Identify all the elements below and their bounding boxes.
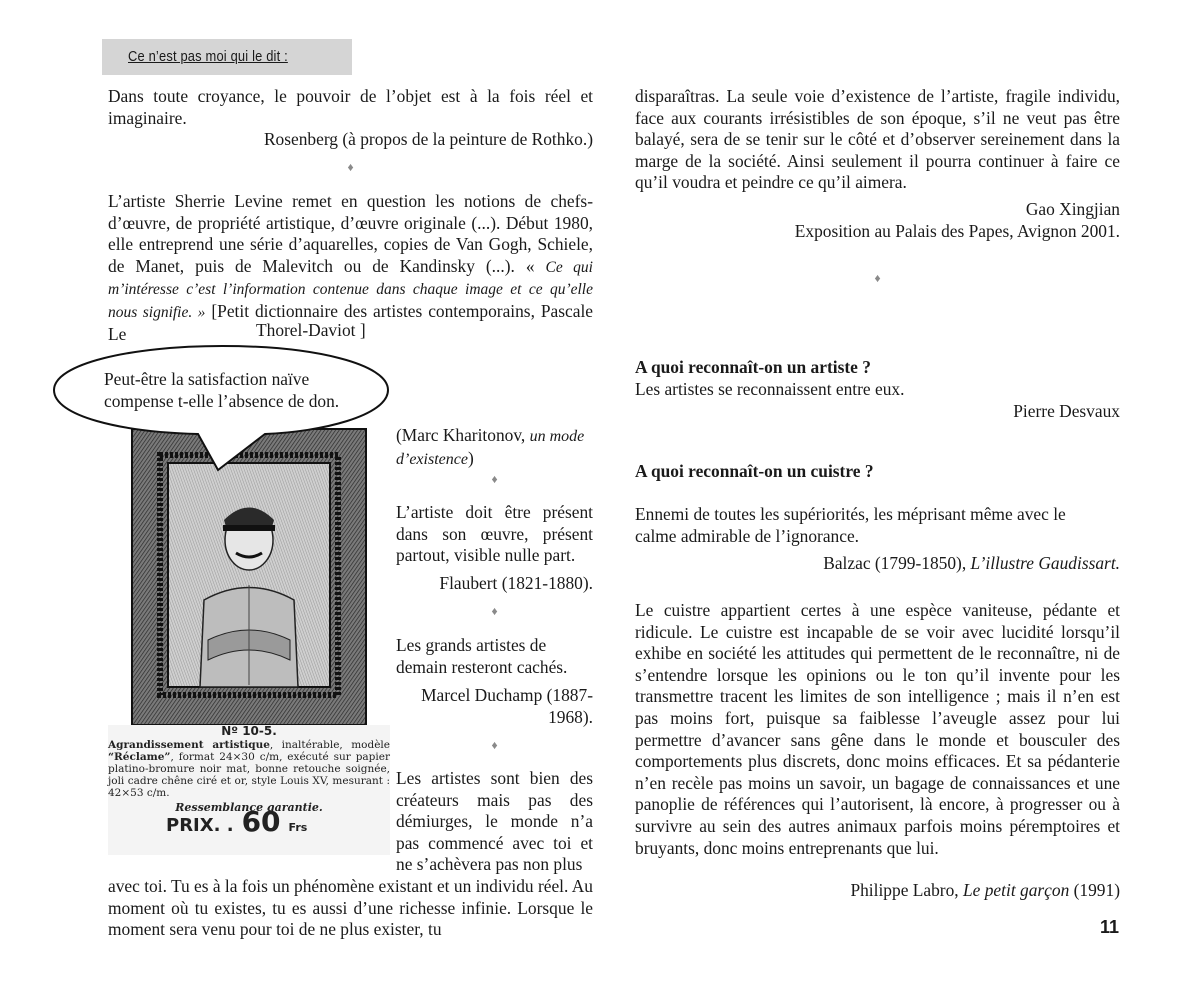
separator-diamond: ♦ [491, 738, 498, 752]
page-number: 11 [1100, 917, 1120, 937]
heading-cuistre: A quoi reconnaît-on un cuistre ? [635, 461, 874, 481]
ad-price-label: PRIX. . [166, 815, 234, 836]
quote-levine-source: [Petit dictionnaire des artistes contemporains, Pascale Le [108, 300, 593, 344]
ad-resemblance: Ressemblance garantie. [175, 801, 323, 814]
kharitonov-open: (Marc Kharitonov, [396, 425, 526, 445]
quote-gao-part1: Les artistes sont bien des créateurs mais pas des démiurges, le monde n’a pas commencé avec toi et ne s’achèvera pas non plus [396, 768, 593, 875]
section-header-title: Ce n’est pas moi qui le dit : [128, 48, 288, 65]
quote-levine-text: L’artiste Sherrie Levine remet en question les notions de chefs-d’œuvre, de propriété artistique, d’œuvre originale (...). Début 1980, elle entreprend une série d’aquarelles, copies de Van Gogh, Schiele, de Manet, puis de Malevitch ou de Kandinsky (...). « [108, 191, 593, 276]
answer-cuistre: Ennemi de toutes les supériorités, les méprisant même avec le calme admirable de l’ignorance. [635, 504, 1066, 546]
quote-kharitonov [396, 425, 593, 470]
speech-bubble-text: Peut-être la satisfaction naïve compense t-elle l’absence de don. [104, 369, 340, 411]
quote-duchamp: Les grands artistes de demain resteront cachés. [396, 635, 568, 677]
separator-diamond: ♦ [347, 160, 354, 174]
separator-diamond: ♦ [874, 271, 881, 285]
ad-price-value: 60 [241, 805, 281, 838]
balzac-work: L’illustre Gaudissart. [970, 553, 1120, 573]
answer-artiste: Les artistes se reconnaissent entre eux. [635, 379, 905, 399]
author-gao-reference: Exposition au Palais des Papes, Avignon 2001. [794, 221, 1120, 241]
ad-title-rest: , inaltérable, modèle [269, 739, 390, 751]
ad-reclame: “Réclame” [108, 751, 171, 763]
ad-number: Nº 10-5. [221, 724, 277, 738]
author-desvaux: Pierre Desvaux [1013, 401, 1120, 421]
quote-levine-italic: Ce qui m’intéresse c’est l’information contenue dans chaque image et ce qu’elle nous signifie. » [108, 258, 593, 321]
quote-flaubert: L’artiste doit être présent dans son œuvre, présent partout, visible nulle part. [396, 502, 593, 566]
quote-gao-part2: avec toi. Tu es à la fois un phénomène existant et un individu réel. Au moment où tu existes, tu es aussi d’une richesse infinie. Lorsque le moment sera venu pour toi de ne plus exister, tu [108, 876, 593, 940]
kharitonov-close: ) [467, 447, 474, 468]
quote-levine-source-tail: Thorel-Daviot ] [256, 320, 366, 340]
separator-diamond: ♦ [491, 604, 498, 618]
ad-title: Agrandissement artistique [108, 739, 270, 751]
ad-price-unit: Frs [288, 821, 308, 834]
author-labro [635, 880, 1120, 902]
paragraph-cuistre: Le cuistre appartient certes à une espèce vaniteuse, pédante et ridicule. Le cuistre est incapable de se voir avec lucidité lorsqu’il exhibe en société les attitudes qui permettent de le reconnaître, ni de s’entendre lorsque les opinions ou le ton qu’il invente pour les transmettre tracent les limites de son intelligence ; mais il n’en est pas moins fort, puisque sa faiblesse l’aveugle assez pour lui permettre d’avancer sans gêne dans le monde et bousculer des comportements plus discrets, donc moins efficaces. Et sa pédanterie n’en recèle pas moins un savoir, un bagage de connaissances et une panoplie de références qui l’autorisent, là encore, à progresser ou à survivre au sein des autres animaux parfois moins péremptoires et bruyants, donc moins entreprenants que lui. [635, 600, 1120, 858]
author-balzac [635, 553, 1120, 575]
labro-name: Philippe Labro, [850, 880, 959, 900]
quote-rosenberg: Dans toute croyance, le pouvoir de l’objet est à la fois réel et imaginaire. [108, 86, 593, 128]
separator-diamond: ♦ [491, 472, 498, 486]
labro-work: Le petit garçon [963, 880, 1070, 900]
kharitonov-title: un mode d’existence [396, 428, 585, 468]
quote-gao-continued: disparaîtras. La seule voie d’existence de l’artiste, fragile individu, face aux courants irrésistibles de son époque, s’il ne veut pas être balayé, sera de se tenir sur le côté et d’observer sereinement dans la marge de la société. Ainsi seulement il pourra continuer à faire ce qu’il voudra et peindre ce qu’il aimera. [635, 86, 1120, 193]
ad-body: , format 24×30 c/m, exécuté sur papier platino-bromure noir mat, bonne retouche soignée, joli cadre chêne ciré et or, style Louis XV, mesurant : 42×53 c/m. [108, 751, 390, 799]
advertisement-caption [108, 724, 390, 838]
author-gao: Gao Xingjian [1025, 199, 1120, 219]
heading-artiste: A quoi reconnaît-on un artiste ? [635, 357, 871, 377]
quote-author-flaubert: Flaubert (1821-1880). [439, 573, 593, 593]
balzac-name: Balzac (1799-1850), [823, 553, 967, 573]
labro-year: (1991) [1073, 880, 1120, 900]
ad-description [108, 739, 390, 799]
quote-author-rosenberg: Rosenberg (à propos de la peinture de Rothko.) [263, 129, 593, 149]
quote-author-duchamp: Marcel Duchamp (1887-1968). [421, 685, 593, 727]
